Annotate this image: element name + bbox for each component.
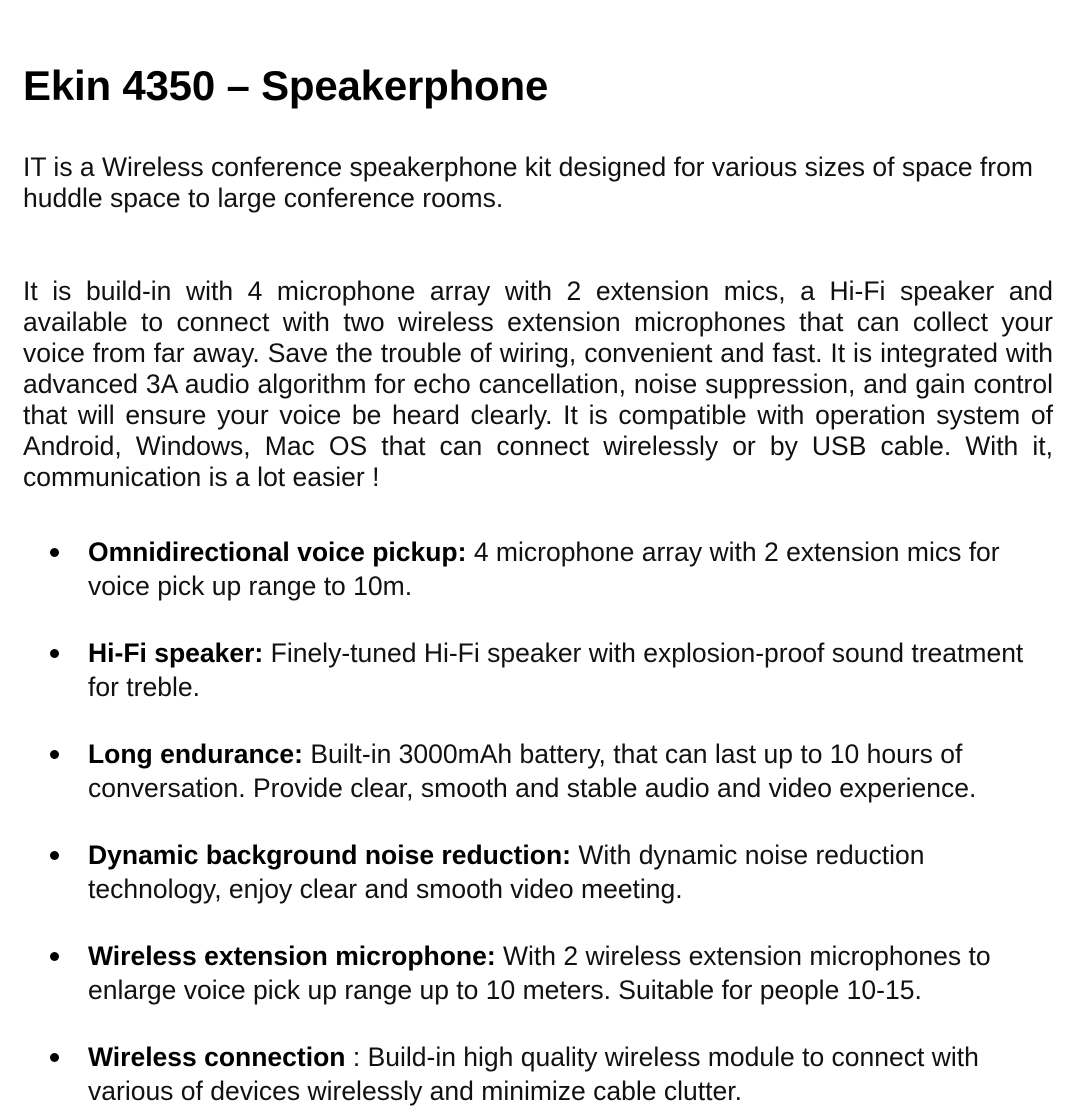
bullet-dot-icon bbox=[50, 952, 59, 961]
bullet-dot-icon bbox=[50, 750, 59, 759]
list-item bbox=[23, 636, 1053, 704]
feature-text: Finely-tuned Hi-Fi speaker with explosion-proof sound treatment for treble. bbox=[88, 638, 1024, 702]
page-title: Ekin 4350 – Speakerphone bbox=[23, 62, 549, 109]
feature-lead-in: Dynamic background noise reduction: bbox=[88, 840, 571, 870]
bullet-dot-icon bbox=[50, 649, 59, 658]
list-item bbox=[23, 838, 1053, 906]
feature-text: 4 microphone array with 2 extension mics for voice pick up range to 10m. bbox=[88, 537, 1000, 601]
bullet-dot-icon bbox=[50, 1053, 59, 1062]
feature-text: : Build-in high quality wireless module to connect with various of devices wirelessly and minimize cable clutter. bbox=[88, 1042, 979, 1106]
list-item bbox=[23, 535, 1053, 603]
bullet-dot-icon bbox=[50, 548, 59, 557]
intro-paragraph: IT is a Wireless conference speakerphone kit designed for various sizes of space from huddle space to large conference rooms. bbox=[23, 152, 1033, 213]
feature-text: With dynamic noise reduction technology, enjoy clear and smooth video meeting. bbox=[88, 840, 925, 904]
list-item bbox=[23, 737, 1053, 805]
bullet-dot-icon bbox=[50, 851, 59, 860]
feature-lead-in: Omnidirectional voice pickup: bbox=[88, 537, 467, 567]
list-item bbox=[23, 1040, 1053, 1108]
feature-text: Built-in 3000mAh battery, that can last up to 10 hours of conversation. Provide clear, smooth and stable audio and video experience. bbox=[88, 739, 977, 803]
document-body bbox=[23, 152, 1053, 1108]
feature-lead-in: Wireless extension microphone: bbox=[88, 941, 496, 971]
list-item bbox=[23, 939, 1053, 1007]
feature-lead-in: Wireless connection bbox=[88, 1042, 346, 1072]
feature-lead-in: Long endurance: bbox=[88, 739, 303, 769]
feature-list bbox=[23, 535, 1053, 1108]
description-paragraph: It is build-in with 4 microphone array with 2 extension mics, a Hi-Fi speaker and available to connect with two wireless extension microphones that can collect your voice from far away. Save the trouble of wiring, convenient and fast. It is integrated with advanced 3A audio algorithm for echo cancellation, noise suppression, and gain control that will ensure your voice be heard clearly. It is compatible with operation system of Android, Windows, Mac OS that can connect wirelessly or by USB cable. With it, communication is a lot easier ! bbox=[23, 276, 1053, 492]
feature-text: With 2 wireless extension microphones to enlarge voice pick up range up to 10 meters. Suitable for people 10-15. bbox=[88, 941, 991, 1005]
feature-lead-in: Hi-Fi speaker: bbox=[88, 638, 264, 668]
